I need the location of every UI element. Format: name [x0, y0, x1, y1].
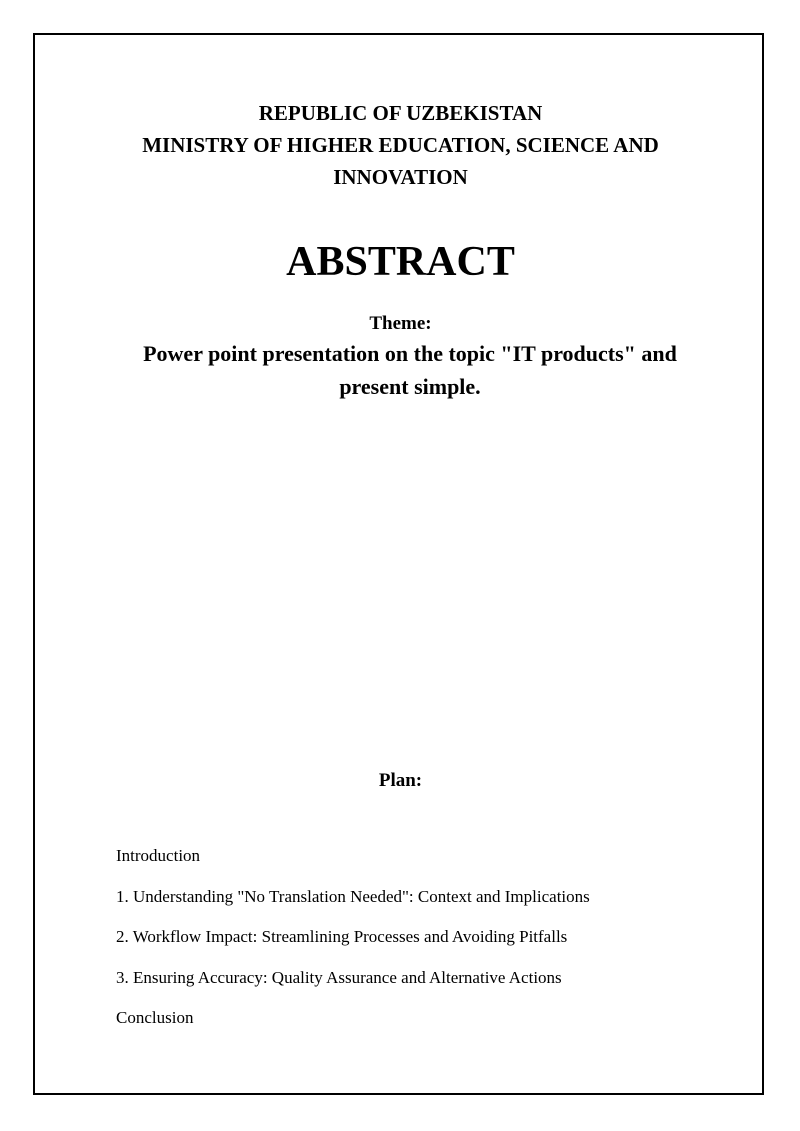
plan-item-1: 1. Understanding "No Translation Needed": Context and Implications [116, 886, 590, 906]
ministry-name-continued: INNOVATION [333, 165, 468, 189]
ministry-name: MINISTRY OF HIGHER EDUCATION, SCIENCE AND [142, 133, 659, 157]
plan-item-2: 2. Workflow Impact: Streamlining Processes and Avoiding Pitfalls [116, 927, 568, 946]
plan-list [116, 843, 590, 1046]
document-title: ABSTRACT [286, 239, 515, 285]
institution-header [35, 97, 766, 193]
plan-label: Plan: [378, 770, 423, 791]
plan-item-conclusion: Conclusion [116, 1008, 194, 1027]
country-name: REPUBLIC OF UZBEKISTAN [258, 101, 543, 125]
plan-item-introduction: Introduction [116, 846, 201, 865]
theme-label: Theme: [369, 313, 432, 334]
plan-item-3: 3. Ensuring Accuracy: Quality Assurance and Alternative Actions [116, 967, 562, 987]
page-border [33, 33, 764, 1095]
theme-text: Power point presentation on the topic "IT products" and present simple. [143, 341, 677, 399]
